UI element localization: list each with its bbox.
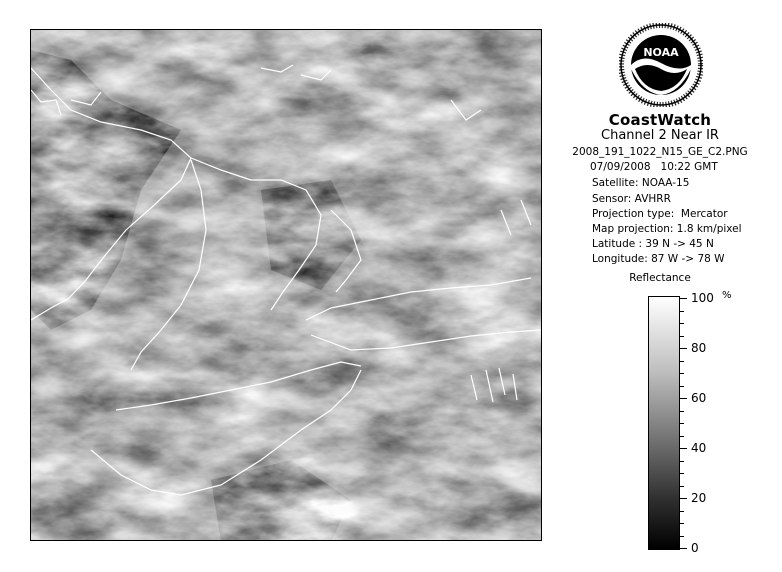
colorbar-tick-minor	[680, 486, 684, 487]
map-projection: Map projection: 1.8 km/pixel	[592, 223, 742, 235]
colorbar-tick-minor	[680, 386, 684, 387]
colorbar-tick-label: 0	[691, 541, 699, 555]
colorbar-tick-minor	[680, 336, 684, 337]
colorbar-tick-major	[680, 398, 687, 399]
app-title: CoastWatch	[608, 111, 712, 129]
colorbar-tick-minor	[680, 536, 684, 537]
colorbar-tick-major	[680, 298, 687, 299]
colorbar-unit: %	[722, 290, 732, 301]
colorbar-tick-minor	[680, 461, 684, 462]
reflectance-colorbar	[648, 296, 680, 550]
colorbar-tick-minor	[680, 373, 684, 374]
colorbar-tick-label: 80	[691, 341, 707, 355]
colorbar-tick-major	[680, 498, 687, 499]
projection-type: Projection type: Mercator	[592, 208, 728, 220]
colorbar-tick-minor	[680, 523, 684, 524]
colorbar-tick-label: 40	[691, 441, 707, 455]
satellite-image	[30, 29, 542, 541]
colorbar-tick-label: 20	[691, 491, 707, 505]
latitude-range: Latitude : 39 N -> 45 N	[592, 238, 714, 250]
colorbar-tick-minor	[680, 311, 684, 312]
colorbar-tick-minor	[680, 473, 684, 474]
colorbar-tick-major	[680, 348, 687, 349]
colorbar-tick-minor	[680, 436, 684, 437]
channel-subtitle: Channel 2 Near IR	[601, 128, 719, 143]
satellite-scene	[31, 30, 542, 541]
satellite-info: Satellite: NOAA-15	[592, 177, 690, 189]
colorbar-tick-major	[680, 548, 687, 549]
noaa-logo-graphic	[619, 23, 703, 107]
colorbar-tick-label: 60	[691, 391, 707, 405]
logo-text: NOAA	[643, 46, 679, 59]
colorbar-tick-minor	[680, 323, 684, 324]
sensor-info: Sensor: AVHRR	[592, 193, 671, 205]
colorbar-tick-minor	[680, 423, 684, 424]
colorbar-tick-minor	[680, 511, 684, 512]
colorbar-tick-minor	[680, 411, 684, 412]
colorbar-label: Reflectance	[629, 272, 691, 284]
colorbar-tick-label: 100	[691, 291, 714, 305]
filename: 2008_191_1022_N15_GE_C2.PNG	[572, 146, 748, 158]
noaa-logo	[619, 23, 703, 107]
colorbar-tick-major	[680, 448, 687, 449]
colorbar-tick-minor	[680, 361, 684, 362]
longitude-range: Longitude: 87 W -> 78 W	[592, 253, 725, 265]
datetime: 07/09/2008 10:22 GMT	[590, 161, 718, 173]
